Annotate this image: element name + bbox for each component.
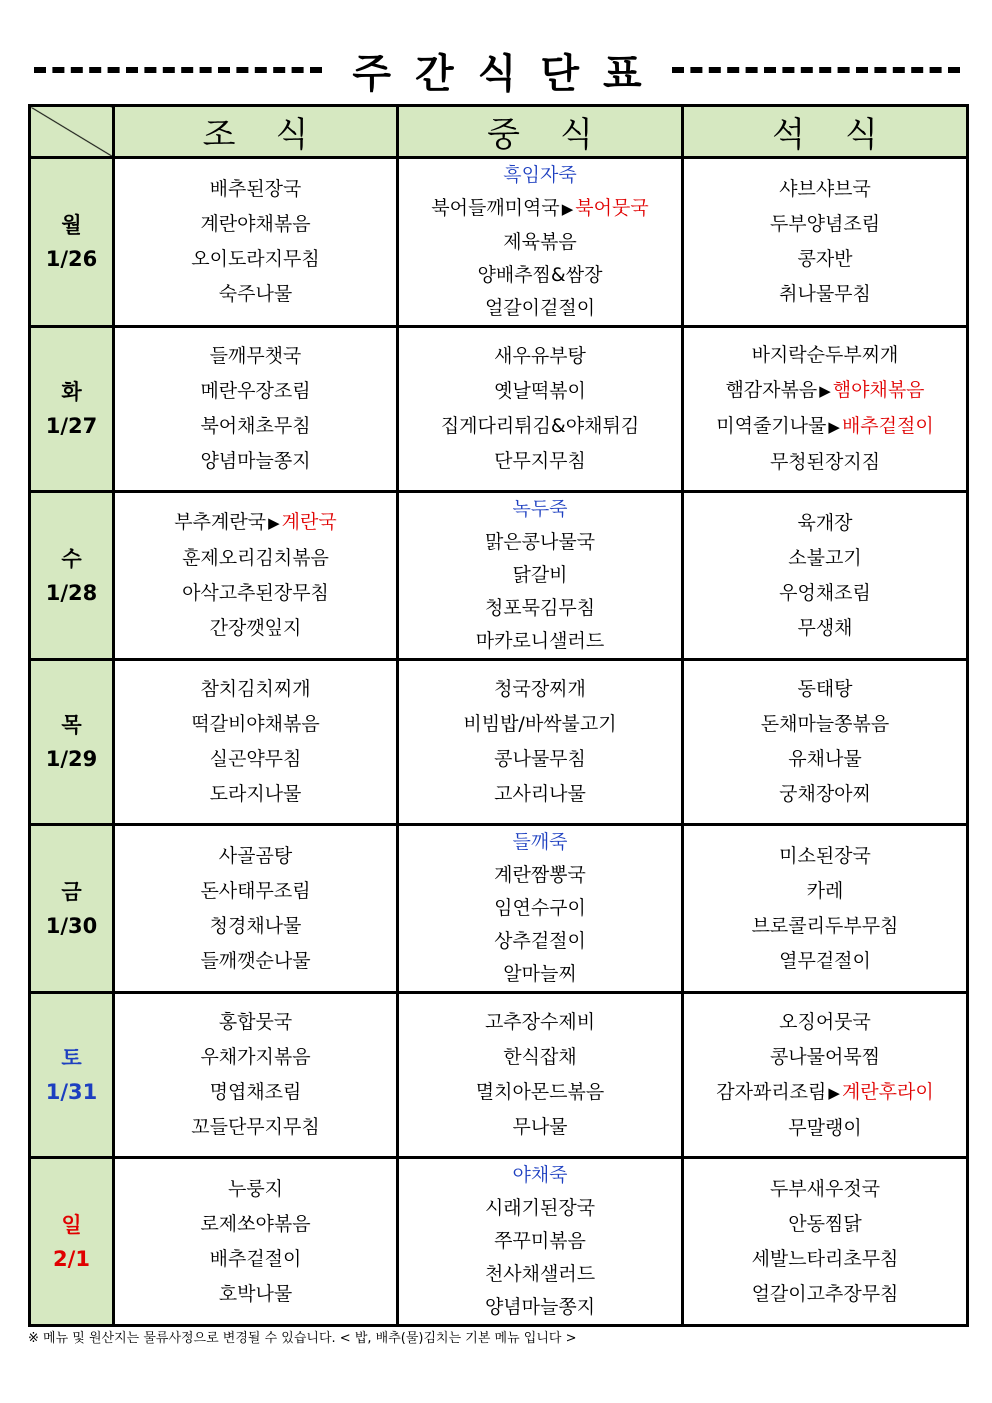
menu-item-text: 무말랭이 (788, 1116, 862, 1139)
menu-item-text: 배추된장국 (209, 178, 302, 200)
menu-item (115, 409, 396, 444)
menu-item-text: 두부양념조림 (769, 213, 881, 235)
menu-item (684, 1040, 966, 1075)
menu-item-text: 육개장 (797, 511, 853, 534)
menu-item (684, 338, 966, 373)
day-row (30, 158, 968, 327)
menu-item-text: 들깨무챗국 (209, 345, 302, 367)
header-lunch: 중식 (398, 106, 683, 158)
menu-item-text: 카레 (806, 879, 844, 902)
menu-item-text: 계란야채볶음 (200, 213, 311, 235)
day-name: 화 (61, 380, 82, 404)
dinner-item-list (684, 338, 966, 480)
menu-item-text: 햄감자볶음 (725, 379, 818, 401)
menu-item (115, 611, 396, 646)
title-dashes-left (34, 67, 322, 73)
menu-item (399, 592, 681, 625)
breakfast-cell (114, 825, 398, 993)
breakfast-item-list (115, 505, 396, 646)
day-date: 1/28 (45, 580, 98, 605)
menu-item (399, 192, 681, 226)
day-row (30, 1158, 968, 1326)
menu-item (684, 611, 966, 646)
lunch-item-list (399, 1159, 681, 1324)
replacement-item: 북어뭇국 (575, 197, 649, 219)
lunch-cell (398, 327, 683, 492)
replacement-item: 계란후라이 (841, 1080, 934, 1103)
menu-item-text: 무청된장지짐 (769, 451, 881, 473)
menu-item (399, 925, 681, 958)
menu-item-text: 숙주나물 (218, 283, 293, 305)
dinner-item-list (684, 1172, 966, 1312)
header-row (30, 106, 968, 158)
dinner-cell (683, 825, 968, 993)
menu-item-text: 맑은콩나물국 (484, 531, 596, 553)
dinner-item-list (684, 672, 966, 812)
menu-item (684, 1111, 966, 1146)
lunch-cell (398, 158, 683, 327)
day-name: 월 (61, 213, 82, 237)
replacement-arrow-icon: ▶ (828, 1083, 840, 1102)
menu-item (684, 207, 966, 242)
menu-item (115, 541, 396, 576)
menu-item (115, 242, 396, 277)
menu-item-text: 비빔밥/바싹불고기 (463, 713, 617, 735)
menu-item (684, 1172, 966, 1207)
menu-item-text: 메란우장조림 (200, 380, 311, 402)
menu-item (684, 172, 966, 207)
porridge-item (399, 159, 681, 192)
replacement-item: 햄야채볶음 (832, 379, 925, 401)
lunch-item-list (399, 159, 681, 325)
header-dinner: 석식 (683, 106, 968, 158)
menu-item-text: 들깨깻순나물 (200, 949, 311, 972)
menu-body (30, 158, 968, 1326)
day-label-cell (30, 660, 114, 825)
menu-item-text: 한식잡채 (503, 1046, 577, 1068)
breakfast-cell (114, 492, 398, 660)
menu-item-text: 궁채장아찌 (779, 783, 871, 805)
menu-item (399, 777, 681, 812)
breakfast-cell (114, 1158, 398, 1326)
menu-item-text: 부추계란국 (174, 511, 267, 533)
menu-item (399, 259, 681, 292)
menu-item-text: 청국장찌개 (494, 678, 586, 700)
menu-item (399, 374, 681, 409)
menu-item (399, 444, 681, 479)
menu-item (399, 1291, 681, 1324)
day-name: 금 (61, 879, 82, 904)
dinner-cell (683, 327, 968, 492)
menu-item (399, 1005, 681, 1040)
menu-item (684, 242, 966, 277)
lunch-cell (398, 1158, 683, 1326)
menu-item (684, 874, 966, 909)
menu-item-text: 미역줄기나물 (716, 415, 827, 437)
menu-item-text: 미소된장국 (779, 844, 871, 867)
menu-item-text: 계란짬뽕국 (494, 864, 586, 886)
menu-item-text: 얼갈이고추장무침 (751, 1282, 899, 1305)
menu-item (115, 909, 396, 944)
menu-item-text: 간장깻잎지 (209, 617, 302, 639)
breakfast-item-list (115, 172, 396, 312)
menu-item-text: 집게다리튀김&야채튀김 (440, 415, 640, 437)
menu-item-text: 고추장수제비 (484, 1011, 596, 1033)
day-label-cell (30, 825, 114, 993)
replacement-arrow-icon: ▶ (819, 382, 831, 400)
menu-item (684, 541, 966, 576)
dinner-item-list (684, 506, 966, 646)
day-label-cell (30, 327, 114, 492)
menu-item (684, 373, 966, 409)
menu-item (684, 909, 966, 944)
menu-item-text: 세발느타리초무침 (751, 1247, 899, 1270)
menu-item-text: 취나물무침 (779, 283, 871, 305)
menu-item-text: 두부새우젓국 (769, 1177, 881, 1200)
menu-item (399, 1110, 681, 1145)
menu-item-text: 돈채마늘쫑볶음 (760, 713, 890, 735)
menu-item (684, 944, 966, 979)
breakfast-item-list (115, 339, 396, 479)
menu-item (684, 1207, 966, 1242)
menu-item-text: 청경채나물 (209, 914, 302, 937)
menu-item (684, 742, 966, 777)
menu-item-text: 콩나물무침 (494, 748, 586, 770)
menu-item-text: 양념마늘쫑지 (484, 1296, 596, 1318)
day-label-cell (30, 158, 114, 327)
menu-item (399, 409, 681, 444)
day-date: 1/27 (45, 414, 98, 438)
menu-item (115, 1207, 396, 1242)
menu-item (115, 1110, 396, 1145)
menu-item (399, 1258, 681, 1291)
menu-item (115, 1005, 396, 1040)
menu-item-text: 무생채 (797, 616, 853, 639)
menu-item (684, 672, 966, 707)
replacement-arrow-icon: ▶ (561, 200, 574, 218)
menu-item-text: 도라지나물 (209, 783, 302, 805)
porridge-item (399, 1159, 681, 1192)
lunch-item-list (399, 826, 681, 991)
day-row (30, 993, 968, 1158)
menu-item (399, 672, 681, 707)
menu-item-text: 홍합뭇국 (218, 1011, 293, 1033)
menu-item-text: 닭갈비 (512, 564, 568, 586)
day-date: 2/1 (53, 1246, 90, 1271)
header-breakfast: 조식 (114, 106, 398, 158)
menu-item-text: 소불고기 (788, 546, 862, 569)
menu-item-text: 우엉채조림 (779, 581, 871, 604)
menu-item-text: 안동찜닭 (788, 1212, 862, 1235)
menu-item-text: 아삭고추된장무침 (182, 582, 329, 604)
menu-item-text: 야채죽 (512, 1164, 568, 1186)
menu-item-text: 흑임자죽 (503, 164, 577, 186)
menu-item (684, 1075, 966, 1111)
breakfast-item-list (115, 1172, 396, 1312)
menu-item-text: 브로콜리두부무침 (751, 914, 899, 937)
replacement-arrow-icon: ▶ (268, 514, 280, 532)
menu-item (684, 445, 966, 480)
menu-item-text: 샤브샤브국 (779, 178, 871, 200)
menu-item-text: 고사리나물 (494, 783, 586, 805)
breakfast-cell (114, 158, 398, 327)
menu-item-text: 로제쏘야볶음 (200, 1212, 311, 1235)
menu-item (115, 1242, 396, 1277)
corner-cell (30, 106, 114, 158)
menu-item (399, 958, 681, 991)
day-date: 1/26 (45, 247, 98, 271)
day-date: 1/29 (45, 747, 98, 771)
menu-item (684, 707, 966, 742)
menu-item-text: 우채가지볶음 (200, 1046, 311, 1068)
menu-item (115, 777, 396, 812)
lunch-item-list (399, 672, 681, 812)
menu-item-text: 떡갈비야채볶음 (191, 713, 320, 735)
menu-item-text: 알마늘찌 (503, 963, 577, 985)
menu-item (399, 1075, 681, 1110)
title-text: 주간식단표 (352, 50, 666, 97)
dinner-cell (683, 158, 968, 327)
menu-item (399, 742, 681, 777)
menu-item (115, 374, 396, 409)
day-row (30, 327, 968, 492)
breakfast-item-list (115, 1005, 396, 1145)
menu-item (115, 742, 396, 777)
menu-item-text: 단무지무침 (494, 450, 586, 472)
menu-item-text: 청포묵김무침 (484, 597, 596, 619)
menu-item-text: 실곤약무침 (209, 748, 302, 770)
replacement-item: 배추겉절이 (841, 415, 934, 437)
menu-item-text: 무나물 (512, 1116, 568, 1138)
replacement-item: 계란국 (281, 511, 337, 533)
menu-item (399, 526, 681, 559)
menu-item (115, 672, 396, 707)
dinner-cell (683, 1158, 968, 1326)
menu-item (684, 506, 966, 541)
menu-item (684, 777, 966, 812)
menu-item-text: 참치김치찌개 (200, 678, 311, 700)
menu-item-text: 옛날떡볶이 (494, 380, 586, 402)
menu-item-text: 마카로니샐러드 (475, 630, 605, 652)
menu-item-text: 새우유부탕 (494, 345, 586, 367)
menu-item-text: 들깨죽 (512, 831, 568, 853)
menu-item (399, 226, 681, 259)
porridge-item (399, 493, 681, 526)
menu-item (115, 339, 396, 374)
menu-item (399, 339, 681, 374)
menu-item (115, 172, 396, 207)
menu-item (115, 1277, 396, 1312)
menu-item-text: 콩나물어묵찜 (769, 1045, 881, 1068)
menu-item (684, 409, 966, 445)
lunch-cell (398, 993, 683, 1158)
menu-item (399, 559, 681, 592)
day-name: 수 (61, 546, 82, 571)
day-label-cell (30, 492, 114, 660)
menu-item (115, 839, 396, 874)
weekly-menu-table (28, 104, 969, 1327)
breakfast-item-list (115, 839, 396, 979)
day-name: 토 (61, 1046, 82, 1070)
lunch-cell (398, 492, 683, 660)
day-row (30, 492, 968, 660)
lunch-cell (398, 825, 683, 993)
dinner-item-list (684, 1005, 966, 1146)
menu-item-text: 쭈꾸미볶음 (494, 1230, 586, 1252)
menu-item (684, 576, 966, 611)
dinner-item-list (684, 839, 966, 979)
menu-item (115, 576, 396, 611)
menu-item-text: 훈제오리김치볶음 (182, 547, 329, 569)
menu-item (115, 1172, 396, 1207)
menu-item (684, 1005, 966, 1040)
menu-item-text: 꼬들단무지무침 (191, 1116, 320, 1138)
dinner-item-list (684, 172, 966, 312)
lunch-cell (398, 660, 683, 825)
menu-item (115, 1040, 396, 1075)
menu-item-text: 누룽지 (227, 1177, 284, 1200)
menu-item-text: 북어채초무침 (200, 415, 311, 437)
menu-item-text: 임연수구이 (494, 897, 586, 919)
footnote: ※ 메뉴 및 원산지는 물류사정으로 변경될 수 있습니다. < 밥, 배추(물)김치는 기본 메뉴 입니다 > (28, 1331, 577, 1346)
menu-item (399, 1225, 681, 1258)
menu-item-text: 사골곰탕 (218, 844, 293, 867)
menu-item-text: 열무겉절이 (779, 949, 871, 972)
menu-item-text: 상추겉절이 (494, 930, 586, 952)
menu-item-text: 천사채샐러드 (484, 1263, 596, 1285)
day-name: 일 (61, 1212, 82, 1237)
menu-item-text: 호박나물 (218, 1282, 293, 1305)
menu-item (399, 1192, 681, 1225)
day-row (30, 660, 968, 825)
menu-item (115, 874, 396, 909)
menu-item (115, 505, 396, 541)
menu-item (115, 207, 396, 242)
menu-item-text: 콩자반 (797, 248, 853, 270)
menu-item-text: 바지락순두부찌개 (751, 344, 899, 366)
menu-item-text: 제육볶음 (503, 231, 577, 253)
lunch-item-list (399, 339, 681, 479)
menu-item-text: 감자꽈리조림 (716, 1080, 827, 1103)
day-name: 목 (61, 713, 82, 737)
menu-item (399, 707, 681, 742)
day-date: 1/31 (45, 1080, 98, 1104)
menu-item-text: 멸치아몬드볶음 (475, 1081, 605, 1103)
menu-item-text: 유채나물 (788, 748, 862, 770)
menu-item (399, 1040, 681, 1075)
menu-item-text: 동태탕 (797, 678, 853, 700)
menu-item-text: 배추겉절이 (209, 1247, 302, 1270)
dinner-cell (683, 492, 968, 660)
menu-item-text: 녹두죽 (512, 498, 568, 520)
menu-item-text: 오이도라지무침 (191, 248, 320, 270)
menu-item (399, 292, 681, 325)
menu-item-text: 양배추찜&쌈장 (477, 264, 603, 286)
breakfast-cell (114, 327, 398, 492)
day-label-cell (30, 1158, 114, 1326)
breakfast-cell (114, 993, 398, 1158)
menu-item (399, 625, 681, 658)
menu-item (684, 277, 966, 312)
menu-item-text: 오징어뭇국 (779, 1010, 871, 1033)
dinner-cell (683, 660, 968, 825)
lunch-item-list (399, 493, 681, 658)
dinner-cell (683, 993, 968, 1158)
breakfast-cell (114, 660, 398, 825)
menu-item (115, 444, 396, 479)
menu-item-text: 양념마늘쫑지 (200, 450, 311, 472)
menu-item (115, 1075, 396, 1110)
breakfast-item-list (115, 672, 396, 812)
menu-item (684, 839, 966, 874)
lunch-item-list (399, 1005, 681, 1145)
porridge-item (399, 826, 681, 859)
menu-item-text: 돈사태무조림 (200, 879, 311, 902)
page-title (28, 42, 966, 98)
menu-item-text: 얼갈이겉절이 (484, 297, 596, 319)
menu-item (115, 944, 396, 979)
menu-item (399, 892, 681, 925)
day-row (30, 825, 968, 993)
menu-item-text: 북어들깨미역국 (431, 197, 560, 219)
day-label-cell (30, 993, 114, 1158)
menu-item (399, 859, 681, 892)
menu-item (115, 277, 396, 312)
day-date: 1/30 (45, 913, 98, 938)
menu-item-text: 시래기된장국 (484, 1197, 596, 1219)
menu-item (115, 707, 396, 742)
replacement-arrow-icon: ▶ (828, 418, 840, 436)
menu-item-text: 명엽채조림 (209, 1081, 302, 1103)
menu-item (684, 1242, 966, 1277)
title-dashes-right (672, 67, 960, 73)
menu-item (684, 1277, 966, 1312)
